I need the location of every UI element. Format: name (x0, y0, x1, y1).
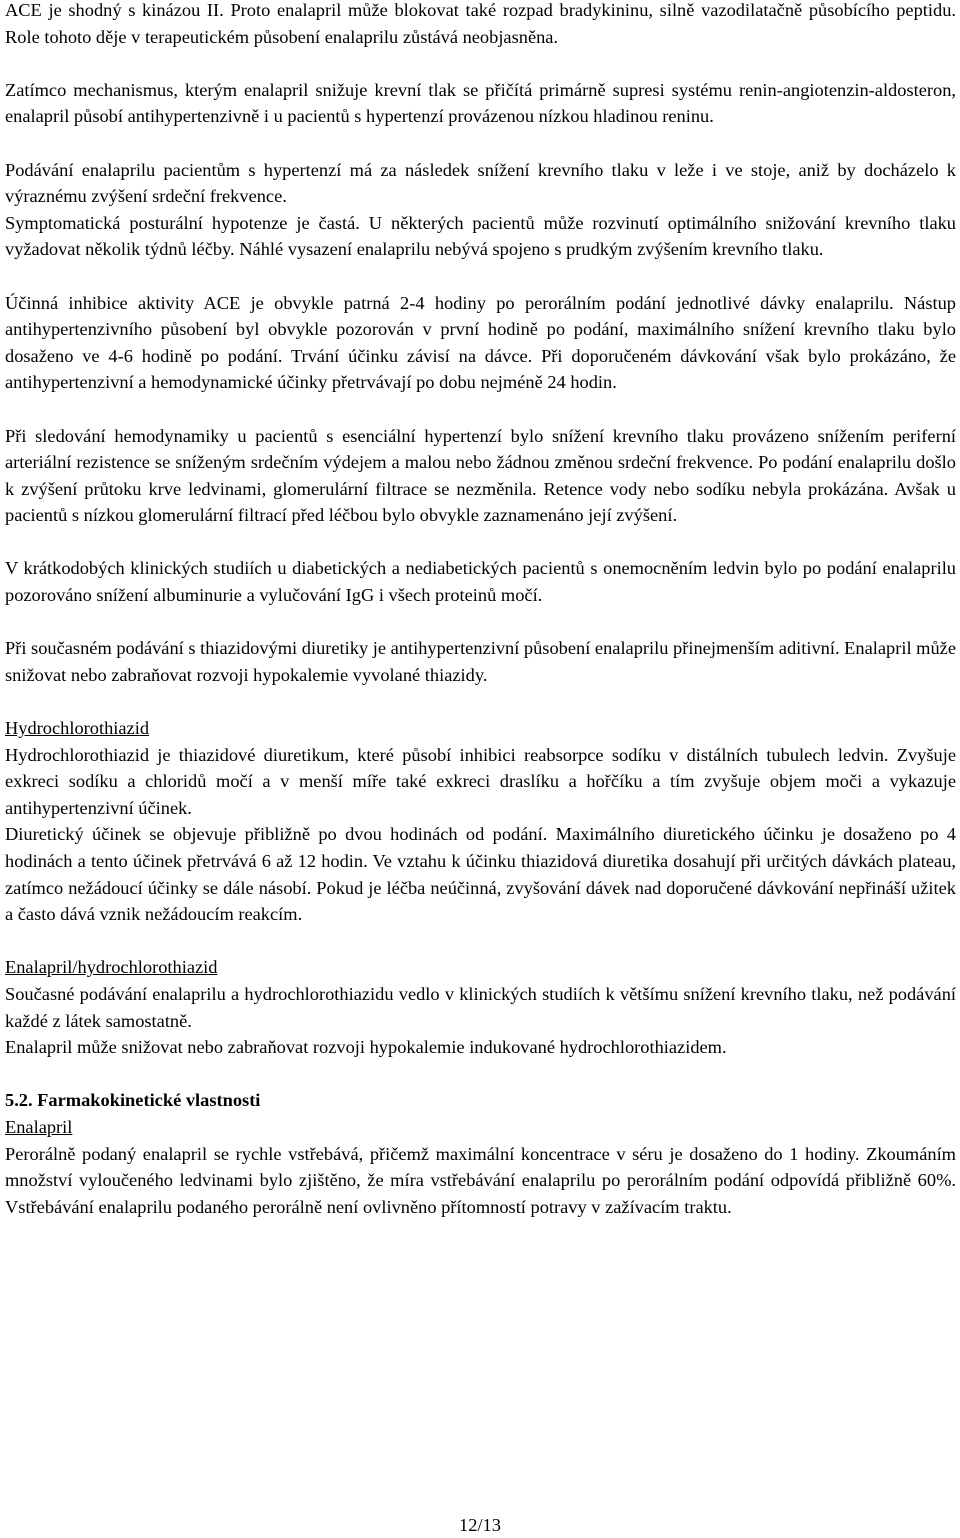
section-title-pharmacokinetics: 5.2. Farmakokinetické vlastnosti (5, 1090, 261, 1111)
paragraph-enalapril-absorption: Perorálně podaný enalapril se rychle vstřebává, přičemž maximální koncentrace v séru je dosaženo do 1 hodiny. Zkoumáním množství vyloučeného ledvinami bylo zjištěno, že míra vstřebávání enalaprilu po perorálním podání odpovídá přibližně 60%. Vstřebávání enalaprilu podaného perorálně není ovlivněno přítomností potravy v zažívacím traktu. (5, 1143, 956, 1217)
paragraph-renal-studies: V krátkodobých klinických studiích u diabetických a nediabetických pacientů s onemocněním ledvin bylo po podání enalaprilu pozorováno snížení albuminurie a vylučování IgG i všech proteinů močí. (5, 558, 956, 606)
paragraph-gap (5, 928, 956, 955)
paragraph-gap (5, 1061, 956, 1088)
paragraph-administration: Podávání enalaprilu pacientům s hypertenzí má za následek snížení krevního tlaku v leže i ve stoje, aniž by docházelo k výraznému zvýšení srdeční frekvence. (5, 159, 956, 207)
heading-enalapril: Enalapril (5, 1116, 73, 1137)
paragraph-ace-kininase: ACE je shodný s kinázou II. Proto enalapril může blokovat také rozpad bradykininu, silně vazodilatačně působícího peptidu. Role tohoto děje v terapeutickém působení enalaprilu zůstává neobjasněna. (5, 0, 956, 47)
paragraph-gap (5, 396, 956, 423)
paragraph-gap (5, 263, 956, 290)
paragraph-combination-hypokalemia: Enalapril může snižovat nebo zabraňovat rozvoji hypokalemie indukované hydrochlorothiazidem. (5, 1037, 727, 1058)
paragraph-thiazide-combination: Při současném podávání s thiazidovými diuretiky je antihypertenzivní působení enalaprilu přinejmenším aditivní. Enalapril může snižovat nebo zabraňovat rozvoji hypokalemie vyvolané thiazidy. (5, 638, 956, 685)
paragraph-gap (5, 130, 956, 157)
paragraph-hemodynamics: Při sledování hemodynamiky u pacientů s esenciální hypertenzí bylo snížení krevního tlaku provázeno snížením periferní arteriální rezistence se sníženým srdečním výdejem a malou nebo žádnou změnou srdeční frekvence. Po podání enalaprilu došlo k zvýšení průtoku krve ledvinami, glomerulární filtrace se nezměnila. Retence vody nebo sodíku nebyla prokázána. Avšak u pacientů s nízkou glomerulární filtrací před léčbou bylo obvykle zaznamenáno její zvýšení. (5, 425, 956, 526)
page-number: 12/13 (459, 1515, 501, 1535)
paragraph-mechanism: Zatímco mechanismus, kterým enalapril snižuje krevní tlak se přičítá primárně supresi systému renin-angiotenzin-aldosteron, enalapril působí antihypertenzivně i u pacientů s hypertenzí provázenou nízkou hladinou reninu. (5, 79, 956, 127)
paragraph-hctz-diuretic-effect: Diuretický účinek se objevuje přibližně po dvou hodinách od podání. Maximálního diuretického účinku je dosaženo po 4 hodinách a tento účinek přetrvává 6 až 12 hodin. Ve vztahu k účinku thiazidová diuretika dosahují při určitých dávkách plateau, zatímco nežádoucí účinky se dále násobí. Pokud je léčba neúčinná, zvyšování dávek nad doporučené dávkování nepřináší užitek a často dává vznik nežádoucím reakcím. (5, 824, 956, 925)
paragraph-gap (5, 609, 956, 636)
paragraph-hctz-mechanism: Hydrochlorothiazid je thiazidové diuretikum, které působí inhibici reabsorpce sodíku v distálních tubulech ledvin. Zvyšuje exkreci sodíku a chloridů močí a v menší míře také exkreci draslíku a hořčíku a tím zvyšuje objem moči a vykazuje antihypertenzivní účinek. (5, 744, 956, 818)
paragraph-combination-bp: Současné podávání enalaprilu a hydrochlorothiazidu vedlo v klinických studiích k většímu snížení krevního tlaku, než podávání každé z látek samostatně. (5, 983, 956, 1031)
paragraph-gap (5, 50, 956, 77)
paragraph-ace-inhibition-onset: Účinná inhibice aktivity ACE je obvykle patrná 2-4 hodiny po perorálním podání jednotlivé dávky enalaprilu. Nástup antihypertenzivního působení byl obvykle pozorován v první hodině po podání, maximálního snížení krevního tlaku bylo dosaženo ve 4-6 hodině po podání. Trvání účinku závisí na dávce. Při doporučeném dávkování však bylo prokázáno, že antihypertenzivní a hemodynamické účinky přetrvávají po dobu nejméně 24 hodin. (5, 292, 956, 393)
heading-hydrochlorothiazide: Hydrochlorothiazid (5, 718, 150, 739)
heading-enalapril-hctz: Enalapril/hydrochlorothiazid (5, 957, 218, 978)
document-page (5, 0, 956, 1220)
paragraph-gap (5, 529, 956, 556)
paragraph-postural-hypotension: Symptomatická posturální hypotenze je častá. U některých pacientů může rozvinutí optimálního snižování krevního tlaku vyžadovat několik týdnů léčby. Náhlé vysazení enalaprilu nebývá spojeno s prudkým zvýšením krevního tlaku. (5, 212, 956, 260)
paragraph-gap (5, 688, 956, 715)
